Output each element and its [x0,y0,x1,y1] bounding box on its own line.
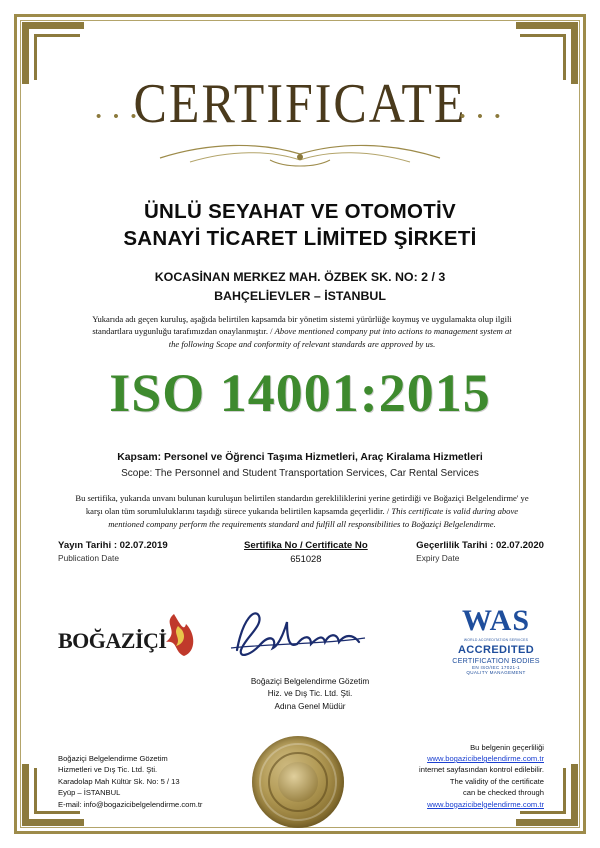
footer-left-line-4: Eyüp – İSTANBUL [58,788,121,798]
footer-left-line-3: Karadolap Mah Kültür Sk. No: 5 / 13 [58,776,180,786]
flourish-ornament-icon [150,140,450,179]
validity-text-en: This certificate is valid during above mentioned company perform the requirements standard and fulfill all responsibilities to Boğaziçi Belgelendirme. [108,505,519,529]
issuer-logo-text: BOĞAZİÇİ [58,628,167,653]
certificate-number-label: Sertifika No / Certificate No [244,540,368,551]
issue-date-label: Yayın Tarihi [58,540,112,551]
company-address [0,268,600,306]
footer-right-line-3: internet sayfasından kontrol edilebilir. [419,765,544,775]
accreditation-bodies-text: CERTIFICATION BODIES [452,656,540,665]
expiry-date-block [416,540,544,563]
title-dots-left-icon: • • • [96,108,141,125]
expiry-date-label: Geçerlilik Tarihi [416,540,488,551]
issue-date-value: : 02.07.2019 [113,540,168,551]
footer-left-email: E-mail: info@bogazicibelgelendirme.com.tr [58,799,203,809]
accreditation-logo [444,606,548,675]
company-name [0,198,600,252]
corner-ornament-top-right [516,22,578,84]
standard-name: ISO 14001:2015 [109,363,491,423]
intro-text-tr: Yukarıda adı geçen kuruluş, aşağıda belirtilen kapsamda bir yönetim sistemi yürürlüğe koymuş ve uygulamakta olup ilgili standartlara uygunluğu tarafımızdan onaylanmıştır. / [92,314,512,337]
footer-issuer-contact [58,753,202,810]
verification-url-link-tr[interactable]: www.bogazicibelgelendirme.com.tr [427,754,544,764]
validity-paragraph [72,492,532,531]
certificate-title-block [0,71,600,135]
footer-right-line-1: Bu belgenin geçerliliği [470,742,544,752]
footer-right-line-4: The validity of the certificate [449,776,544,786]
expiry-date-label-en: Expiry Date [416,553,460,563]
scope-text-tr: Kapsam: Personel ve Öğrenci Taşıma Hizmetleri, Araç Kiralama Hizmetleri [117,452,483,463]
signer-line3: Adına Genel Müdür [274,701,346,711]
validity-text-tr: Bu sertifika, yukarıda unvanı bulunan kuruluşun belirtilen standardın gerekliliklerini yerine getirdiği ve Boğaziçi Belgelendirme' ye karşı olan tüm sorumluluklarını taşıdığı sürece yukarıda belirtilen kapsamda geçerlidir. / [75,493,529,516]
scope-text-en: Scope: The Personnel and Student Transportation Services, Car Rental Services [121,468,479,480]
corner-ornament-top-left [22,22,84,84]
issue-date-label-en: Publication Date [58,553,119,563]
footer-validity-note [419,742,544,810]
signer-details [210,676,410,713]
flame-icon [144,612,200,666]
signer-line2: Hiz. ve Dış Tic. Ltd. Şti. [267,689,353,699]
accreditation-accredited-text: ACCREDITED [457,644,535,656]
accreditation-mark [444,606,548,636]
certificate-title: CERTIFICATE [133,71,467,135]
company-name-line1: ÜNLÜ SEYAHAT VE OTOMOTİV [143,200,457,223]
intro-paragraph [88,313,516,350]
title-dots-right-icon: • • • [459,108,504,125]
signer-line1: Boğaziçi Belgelendirme Gözetim [250,677,370,686]
footer-right-line-5: can be checked through [462,788,544,798]
expiry-date-line [416,540,544,551]
signature-image [225,604,375,669]
issue-date-line [58,540,168,551]
embossed-seal-icon [252,736,344,828]
accreditation-mark-text: WAS [461,604,531,637]
accreditation-scope-text: QUALITY MANAGEMENT [466,670,526,675]
expiry-date-value: : 02.07.2020 [490,540,544,551]
certificate-number-value: 651028 [290,553,322,564]
company-name-line2: SANAYİ TİCARET LİMİTED ŞİRKETİ [123,227,477,251]
footer-left-line-2: Hizmetleri ve Dış Tic. Ltd. Şti. [58,765,158,775]
scope-block [0,450,600,482]
verification-url-link-en[interactable]: www.bogazicibelgelendirme.com.tr [427,799,544,809]
accreditation-standard-text: EN ISO/IEC 17021-1 [471,665,521,670]
certificate-number-block [244,540,368,564]
intro-text-en: Above mentioned company put into actions to management system at the following Scope and conformity of relevant standards are approved by us. [168,326,512,349]
footer-left-line-1: Boğaziçi Belgelendirme Gözetim [58,754,168,764]
accreditation-microtext: WORLD ACCREDITATION SERVICES [463,638,529,642]
issue-date-block [58,540,168,563]
dates-row [58,540,544,576]
issuer-logo [58,628,166,654]
address-line1: KOCASİNAN MERKEZ MAH. ÖZBEK SK. NO: 2 / 3 [154,270,446,284]
address-line2: BAHÇELİEVLER – İSTANBUL [214,289,386,304]
